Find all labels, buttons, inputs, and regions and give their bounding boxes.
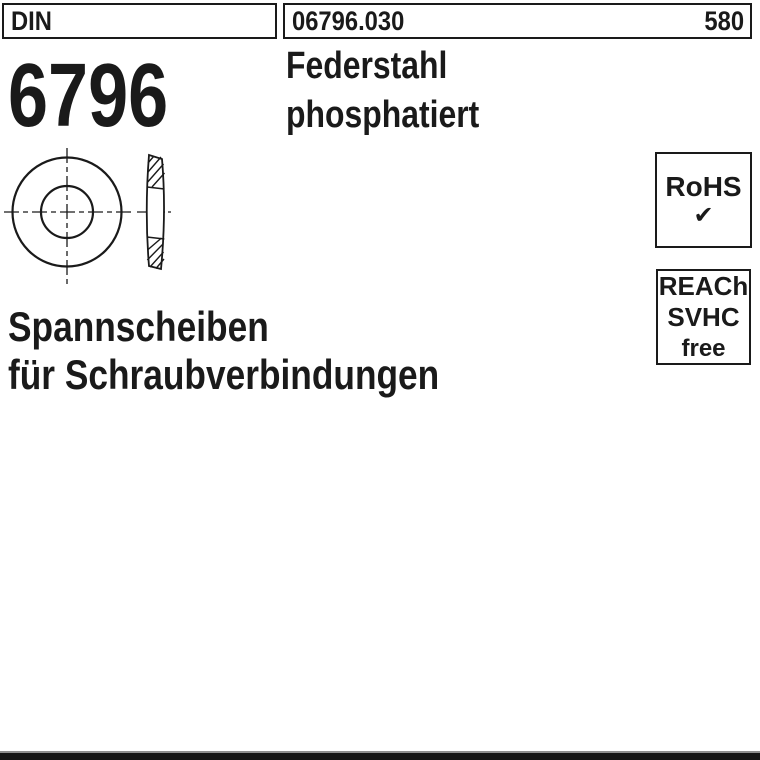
rohs-label: RoHS	[665, 170, 742, 202]
material-line-1: Federstahl	[286, 45, 448, 87]
title-line-1: Spannscheiben	[8, 303, 269, 350]
reach-line-3: free	[681, 334, 726, 362]
title-line-2: für Schraubverbindungen	[8, 351, 440, 398]
article-number: 06796.030	[292, 5, 405, 36]
standard-number: 6796	[8, 46, 169, 146]
product-title	[8, 303, 439, 399]
din-label: DIN	[11, 5, 52, 36]
bottom-bar	[0, 751, 760, 760]
washer-front-view	[4, 148, 132, 284]
washer-section-view	[137, 155, 171, 269]
reach-line-2: SVHC	[667, 301, 740, 332]
washer-technical-drawing	[0, 140, 190, 295]
material-spec	[286, 42, 479, 140]
reach-badge	[656, 269, 751, 365]
check-icon: ✔	[693, 201, 714, 229]
material-line-2: phosphatiert	[286, 94, 480, 136]
article-box	[283, 3, 752, 39]
page-number: 580	[704, 5, 744, 36]
din-box	[2, 3, 277, 39]
rohs-badge	[655, 152, 752, 248]
reach-line-1: REACh	[658, 270, 749, 301]
